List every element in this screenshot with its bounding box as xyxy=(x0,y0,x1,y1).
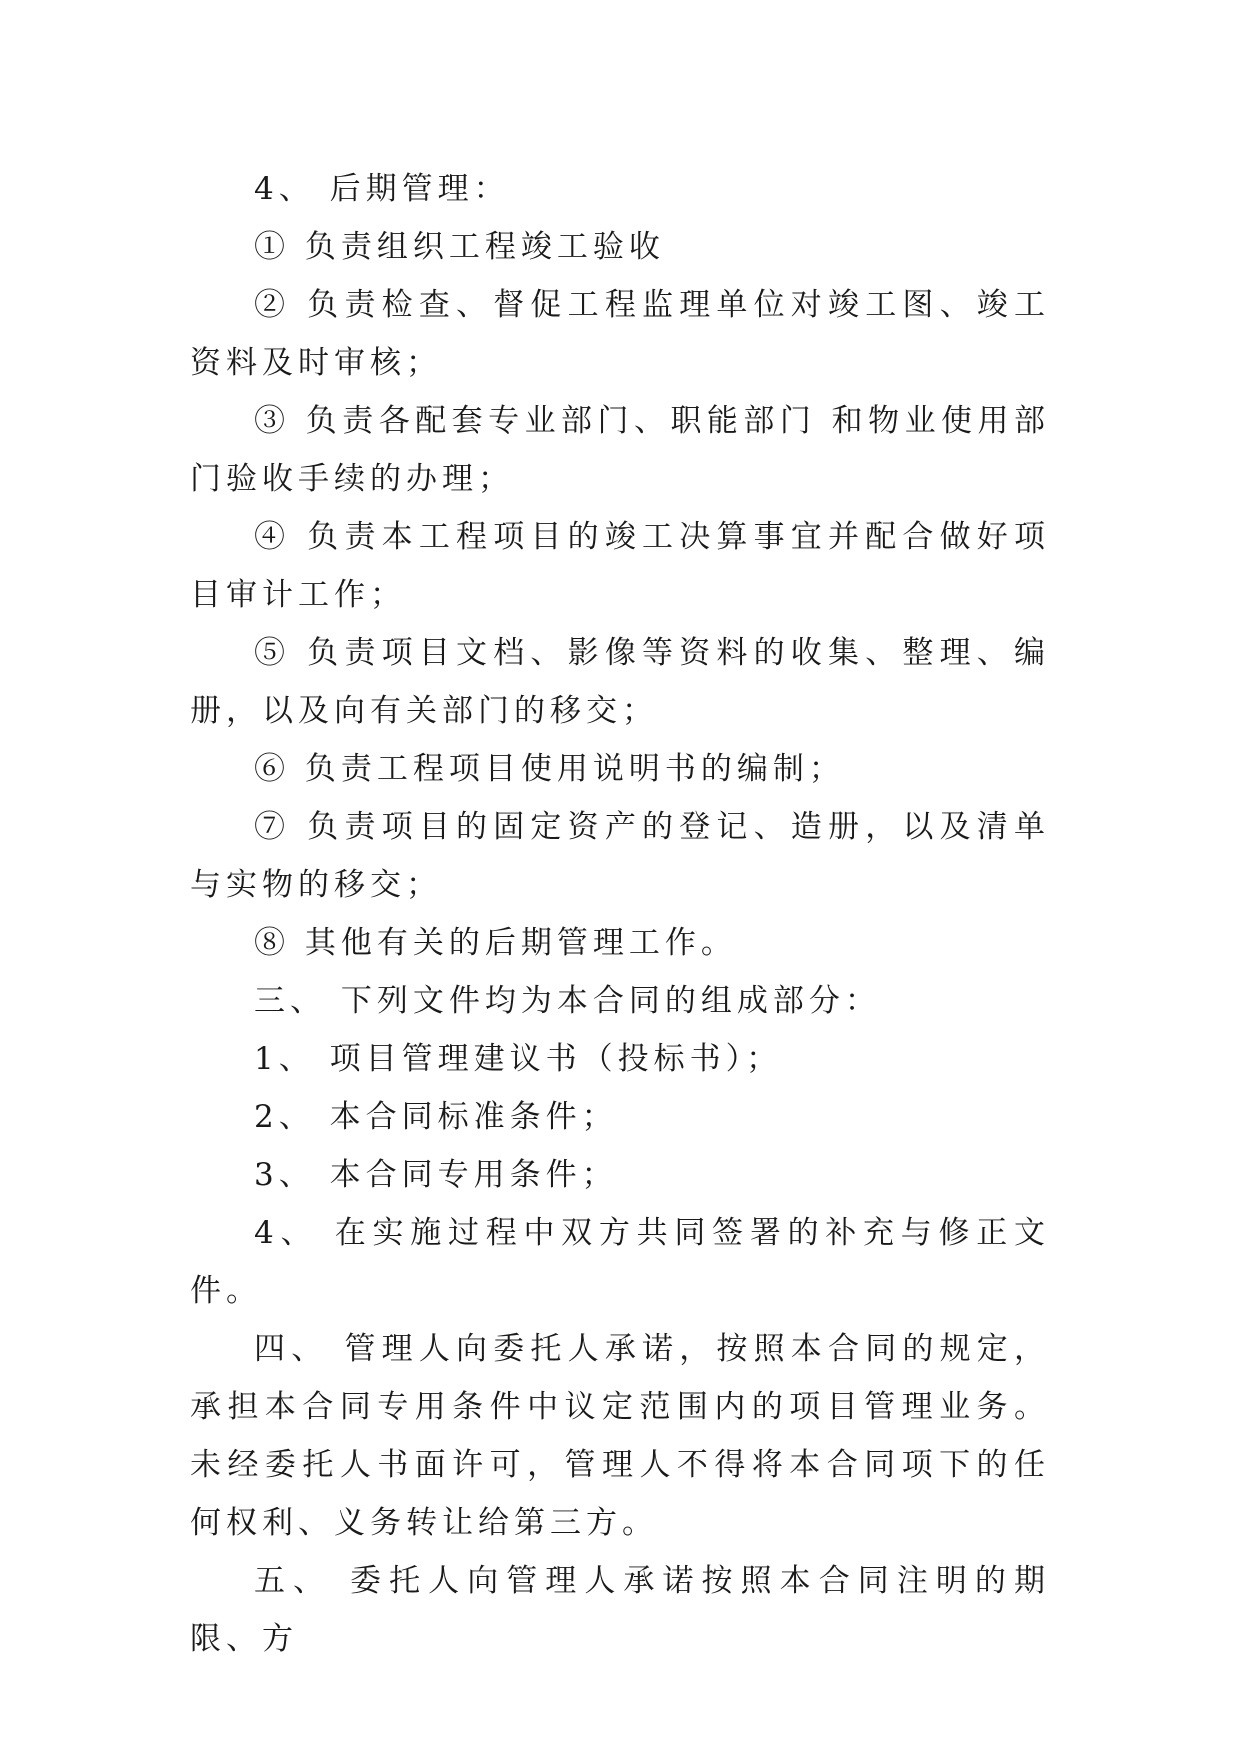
paragraph-section-3-heading: 三、 下列文件均为本合同的组成部分： xyxy=(254,983,881,1019)
paragraph-item-4: ④ 负责本工程项目的竣工决算事宜并配合做好项目审计工作； xyxy=(190,519,1050,613)
document-body xyxy=(190,160,1050,1668)
paragraph-document-1: 1、 项目管理建议书（投标书）； xyxy=(254,1041,783,1077)
paragraph-document-4: 4、 在实施过程中双方共同签署的补充与修正文件。 xyxy=(190,1215,1050,1309)
paragraph-item-1: ① 负责组织工程竣工验收 xyxy=(254,229,665,265)
paragraph-item-6: ⑥ 负责工程项目使用说明书的编制； xyxy=(254,751,845,787)
paragraph-section-5: 五、 委托人向管理人承诺按照本合同注明的期限、方 xyxy=(190,1563,1050,1657)
paragraph-document-2: 2、 本合同标准条件； xyxy=(254,1099,618,1135)
paragraph-item-3: ③ 负责各配套专业部门、职能部门 和物业使用部门验收手续的办理； xyxy=(190,403,1050,497)
paragraph-document-3: 3、 本合同专用条件； xyxy=(254,1157,618,1193)
paragraph-later-management-heading: 4、 后期管理： xyxy=(254,171,510,207)
paragraph-item-7: ⑦ 负责项目的固定资产的登记、造册，以及清单与实物的移交； xyxy=(190,809,1050,903)
paragraph-item-2: ② 负责检查、督促工程监理单位对竣工图、竣工资料及时审核； xyxy=(190,287,1050,381)
paragraph-item-8: ⑧ 其他有关的后期管理工作。 xyxy=(254,925,737,961)
paragraph-item-5: ⑤ 负责项目文档、影像等资料的收集、整理、编册，以及向有关部门的移交； xyxy=(190,635,1050,729)
paragraph-section-4: 四、 管理人向委托人承诺，按照本合同的规定，承担本合同专用条件中议定范围内的项目管理业务。未经委托人书面许可，管理人不得将本合同项下的任何权利、义务转让给第三方。 xyxy=(190,1331,1050,1541)
